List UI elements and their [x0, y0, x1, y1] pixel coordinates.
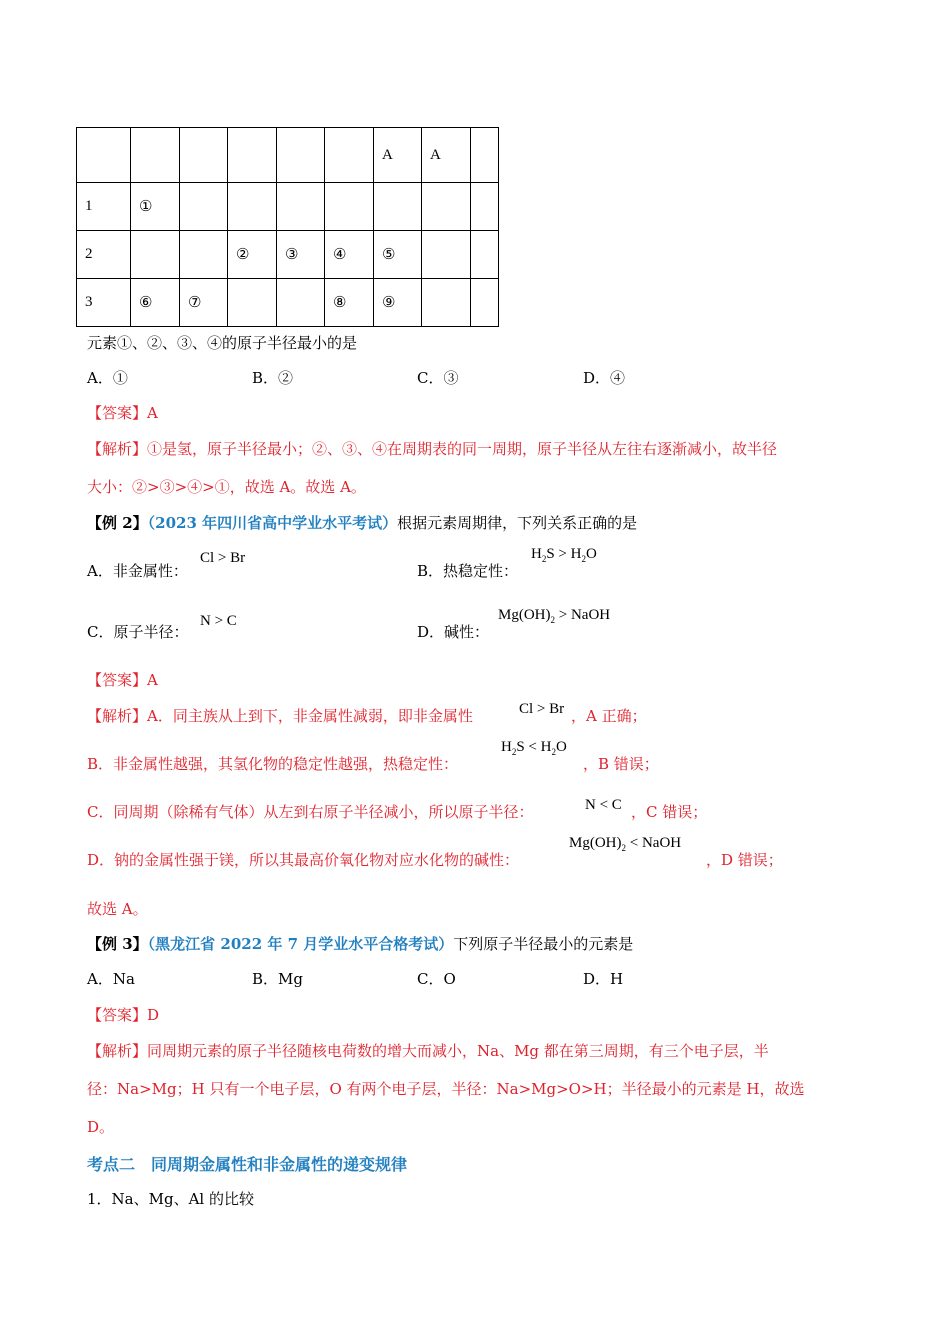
table-cell: ⑦: [180, 279, 228, 327]
ex3-stem: 下列原子半径最小的元素是: [453, 935, 634, 953]
table-cell: A: [422, 128, 471, 183]
ex2-source: （2023 年四川省高中学业水平考试）: [147, 514, 398, 532]
q1-analysis-line1: 【解析】①是氢，原子半径最小；②、③、④在周期表的同一周期，原子半径从左往右逐渐减小，故半径: [87, 440, 778, 458]
table-cell: [131, 128, 180, 183]
table-cell: [180, 183, 228, 231]
ex2-analysis-d-formula: $Mg(OH)_2$ < NaOH: [569, 835, 682, 853]
ex2-label: 【例 2】: [87, 514, 148, 532]
ex2-option-a: A．非金属性：: [87, 562, 188, 580]
table-cell: [422, 183, 471, 231]
table-cell: [180, 128, 228, 183]
table-cell: [471, 183, 499, 231]
table-cell: [471, 279, 499, 327]
table-cell: [374, 183, 422, 231]
ex3-analysis-line3: D。: [87, 1118, 115, 1136]
ex2-option-b-formula: $H_2S > H_2O$: [531, 546, 597, 564]
ex2-analysis-b-end: ，B 错误；: [583, 755, 659, 773]
table-cell: [422, 231, 471, 279]
ex3-answer: 【答案】D: [87, 1006, 160, 1024]
section-title: 考点二 同周期金属性和非金属性的递变规律: [87, 1155, 408, 1174]
ex3-analysis-line2: 径：Na>Mg；H 只有一个电子层，O 有两个电子层，半径：Na>Mg>O>H；半径最小的元素是 H，故选: [87, 1080, 805, 1098]
table-cell: ③: [277, 231, 325, 279]
table-cell: 2: [77, 231, 131, 279]
table-cell: [228, 183, 277, 231]
ex3-heading: [87, 933, 633, 954]
ex2-analysis-d: D．钠的金属性强于镁，所以其最高价氧化物对应水化物的碱性：: [87, 851, 520, 869]
ex2-option-b: B．热稳定性：: [417, 562, 519, 580]
table-cell: [471, 231, 499, 279]
ex3-label: 【例 3】: [87, 935, 148, 953]
ex2-option-c-formula: N > C: [200, 613, 237, 629]
q1-analysis-line2: 大小：②>③>④>①，故选 A。故选 A。: [87, 478, 366, 496]
table-cell: ⑤: [374, 231, 422, 279]
table-cell: [228, 128, 277, 183]
q1-option-a: A．①: [87, 369, 128, 387]
ex3-option-b: B．Mg: [252, 970, 303, 988]
ex3-analysis-line1: 【解析】同周期元素的原子半径随核电荷数的增大而减小，Na、Mg 都在第三周期，有三个电子层，半: [87, 1042, 769, 1060]
ex2-option-d-formula: $Mg(OH)_2$ > NaOH: [498, 607, 611, 625]
ex2-answer: 【答案】A: [87, 671, 158, 689]
ex3-option-c: C．O: [417, 970, 456, 988]
table-cell: [277, 183, 325, 231]
ex2-stem: 根据元素周期律，下列关系正确的是: [397, 514, 638, 532]
table-cell: [277, 279, 325, 327]
ex2-analysis-b-formula: $H_2S < H_2O$: [501, 739, 567, 757]
table-cell: 3: [77, 279, 131, 327]
table-cell: ①: [131, 183, 180, 231]
q1-stem: 元素①、②、③、④的原子半径最小的是: [87, 334, 358, 352]
periodic-table-fragment: [76, 127, 499, 327]
q1-option-d: D．④: [583, 369, 626, 387]
ex2-analysis-a-formula: Cl > Br: [519, 701, 565, 717]
table-cell: [228, 279, 277, 327]
ex2-option-c: C．原子半径：: [87, 623, 189, 641]
table-row: [77, 279, 499, 327]
table-row: [77, 231, 499, 279]
table-cell: [325, 183, 374, 231]
section-item-1: 1．Na、Mg、Al 的比较: [87, 1190, 254, 1208]
ex2-analysis-c-end: ，C 错误；: [631, 803, 708, 821]
ex2-analysis-c-formula: N < C: [585, 797, 622, 813]
table-cell: [131, 231, 180, 279]
ex3-source: （黑龙江省 2022 年 7 月学业水平合格考试）: [147, 935, 454, 953]
ex3-option-a: A．Na: [87, 970, 135, 988]
q1-answer: 【答案】A: [87, 404, 158, 422]
ex2-option-a-formula: Cl > Br: [200, 550, 246, 566]
ex2-option-d: D．碱性：: [417, 623, 490, 641]
table-cell: ④: [325, 231, 374, 279]
ex2-analysis-a-end: ，A 正确；: [571, 707, 647, 725]
table-cell: [277, 128, 325, 183]
ex2-conclusion: 故选 A。: [87, 900, 148, 918]
table-cell: [77, 128, 131, 183]
table-row: [77, 183, 499, 231]
q1-option-c: C．③: [417, 369, 459, 387]
ex2-analysis-c: C．同周期（除稀有气体）从左到右原子半径减小，所以原子半径：: [87, 803, 534, 821]
table-cell: ⑨: [374, 279, 422, 327]
ex2-analysis-a: 【解析】A．同主族从上到下，非金属性减弱，即非金属性: [87, 707, 473, 725]
table-cell: ②: [228, 231, 277, 279]
table-cell: [325, 128, 374, 183]
table-cell: [471, 128, 499, 183]
ex3-option-d: D．H: [583, 970, 624, 988]
q1-option-b: B．②: [252, 369, 294, 387]
ex2-analysis-d-end: ，D 错误；: [706, 851, 783, 869]
ex2-analysis-b: B．非金属性越强，其氢化物的稳定性越强，热稳定性：: [87, 755, 459, 773]
table-cell: A: [374, 128, 422, 183]
ex2-heading: [87, 512, 637, 533]
table-cell: ⑧: [325, 279, 374, 327]
table-cell: ⑥: [131, 279, 180, 327]
table-cell: [422, 279, 471, 327]
table-cell: [180, 231, 228, 279]
table-cell: 1: [77, 183, 131, 231]
